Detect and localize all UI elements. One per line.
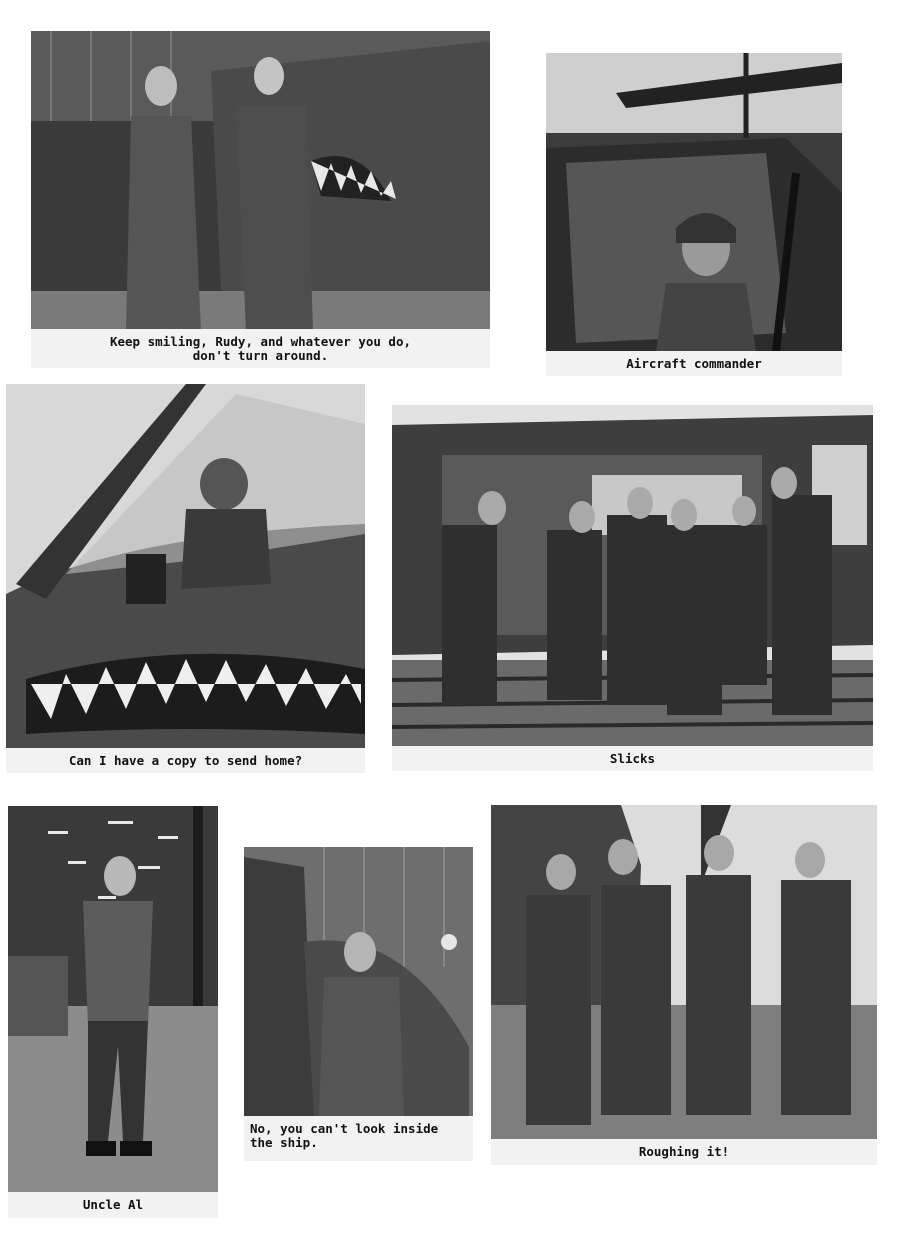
photo-uncle-al <box>8 806 218 1192</box>
photo-card-look-inside <box>244 847 473 1161</box>
caption-slicks: Slicks <box>609 750 656 766</box>
photo-card-uncle-al <box>8 806 218 1218</box>
caption-aircraft-commander: Aircraft commander <box>626 355 762 371</box>
photo-slicks-crew <box>392 405 873 746</box>
photo-roughing-it <box>491 805 877 1139</box>
photo-card-copy-home <box>6 384 365 773</box>
photo-card-roughing-it <box>491 805 877 1165</box>
photo-rudy-gunship <box>31 31 490 329</box>
caption-roughing-it: Roughing it! <box>638 1144 730 1159</box>
photo-aircraft-commander <box>546 53 842 351</box>
photo-card-rudy <box>31 31 490 368</box>
photo-look-inside <box>244 847 473 1116</box>
caption-rudy: Keep smiling, Rudy, and whatever you do, don't turn around. <box>109 333 412 363</box>
photo-copy-home <box>6 384 365 748</box>
caption-uncle-al: Uncle Al <box>82 1197 144 1212</box>
photo-card-aircraft-commander <box>546 53 842 376</box>
photo-card-slicks <box>392 405 873 771</box>
caption-copy-home: Can I have a copy to send home? <box>68 752 303 768</box>
caption-look-inside: No, you can't look inside the ship. <box>250 1121 439 1150</box>
